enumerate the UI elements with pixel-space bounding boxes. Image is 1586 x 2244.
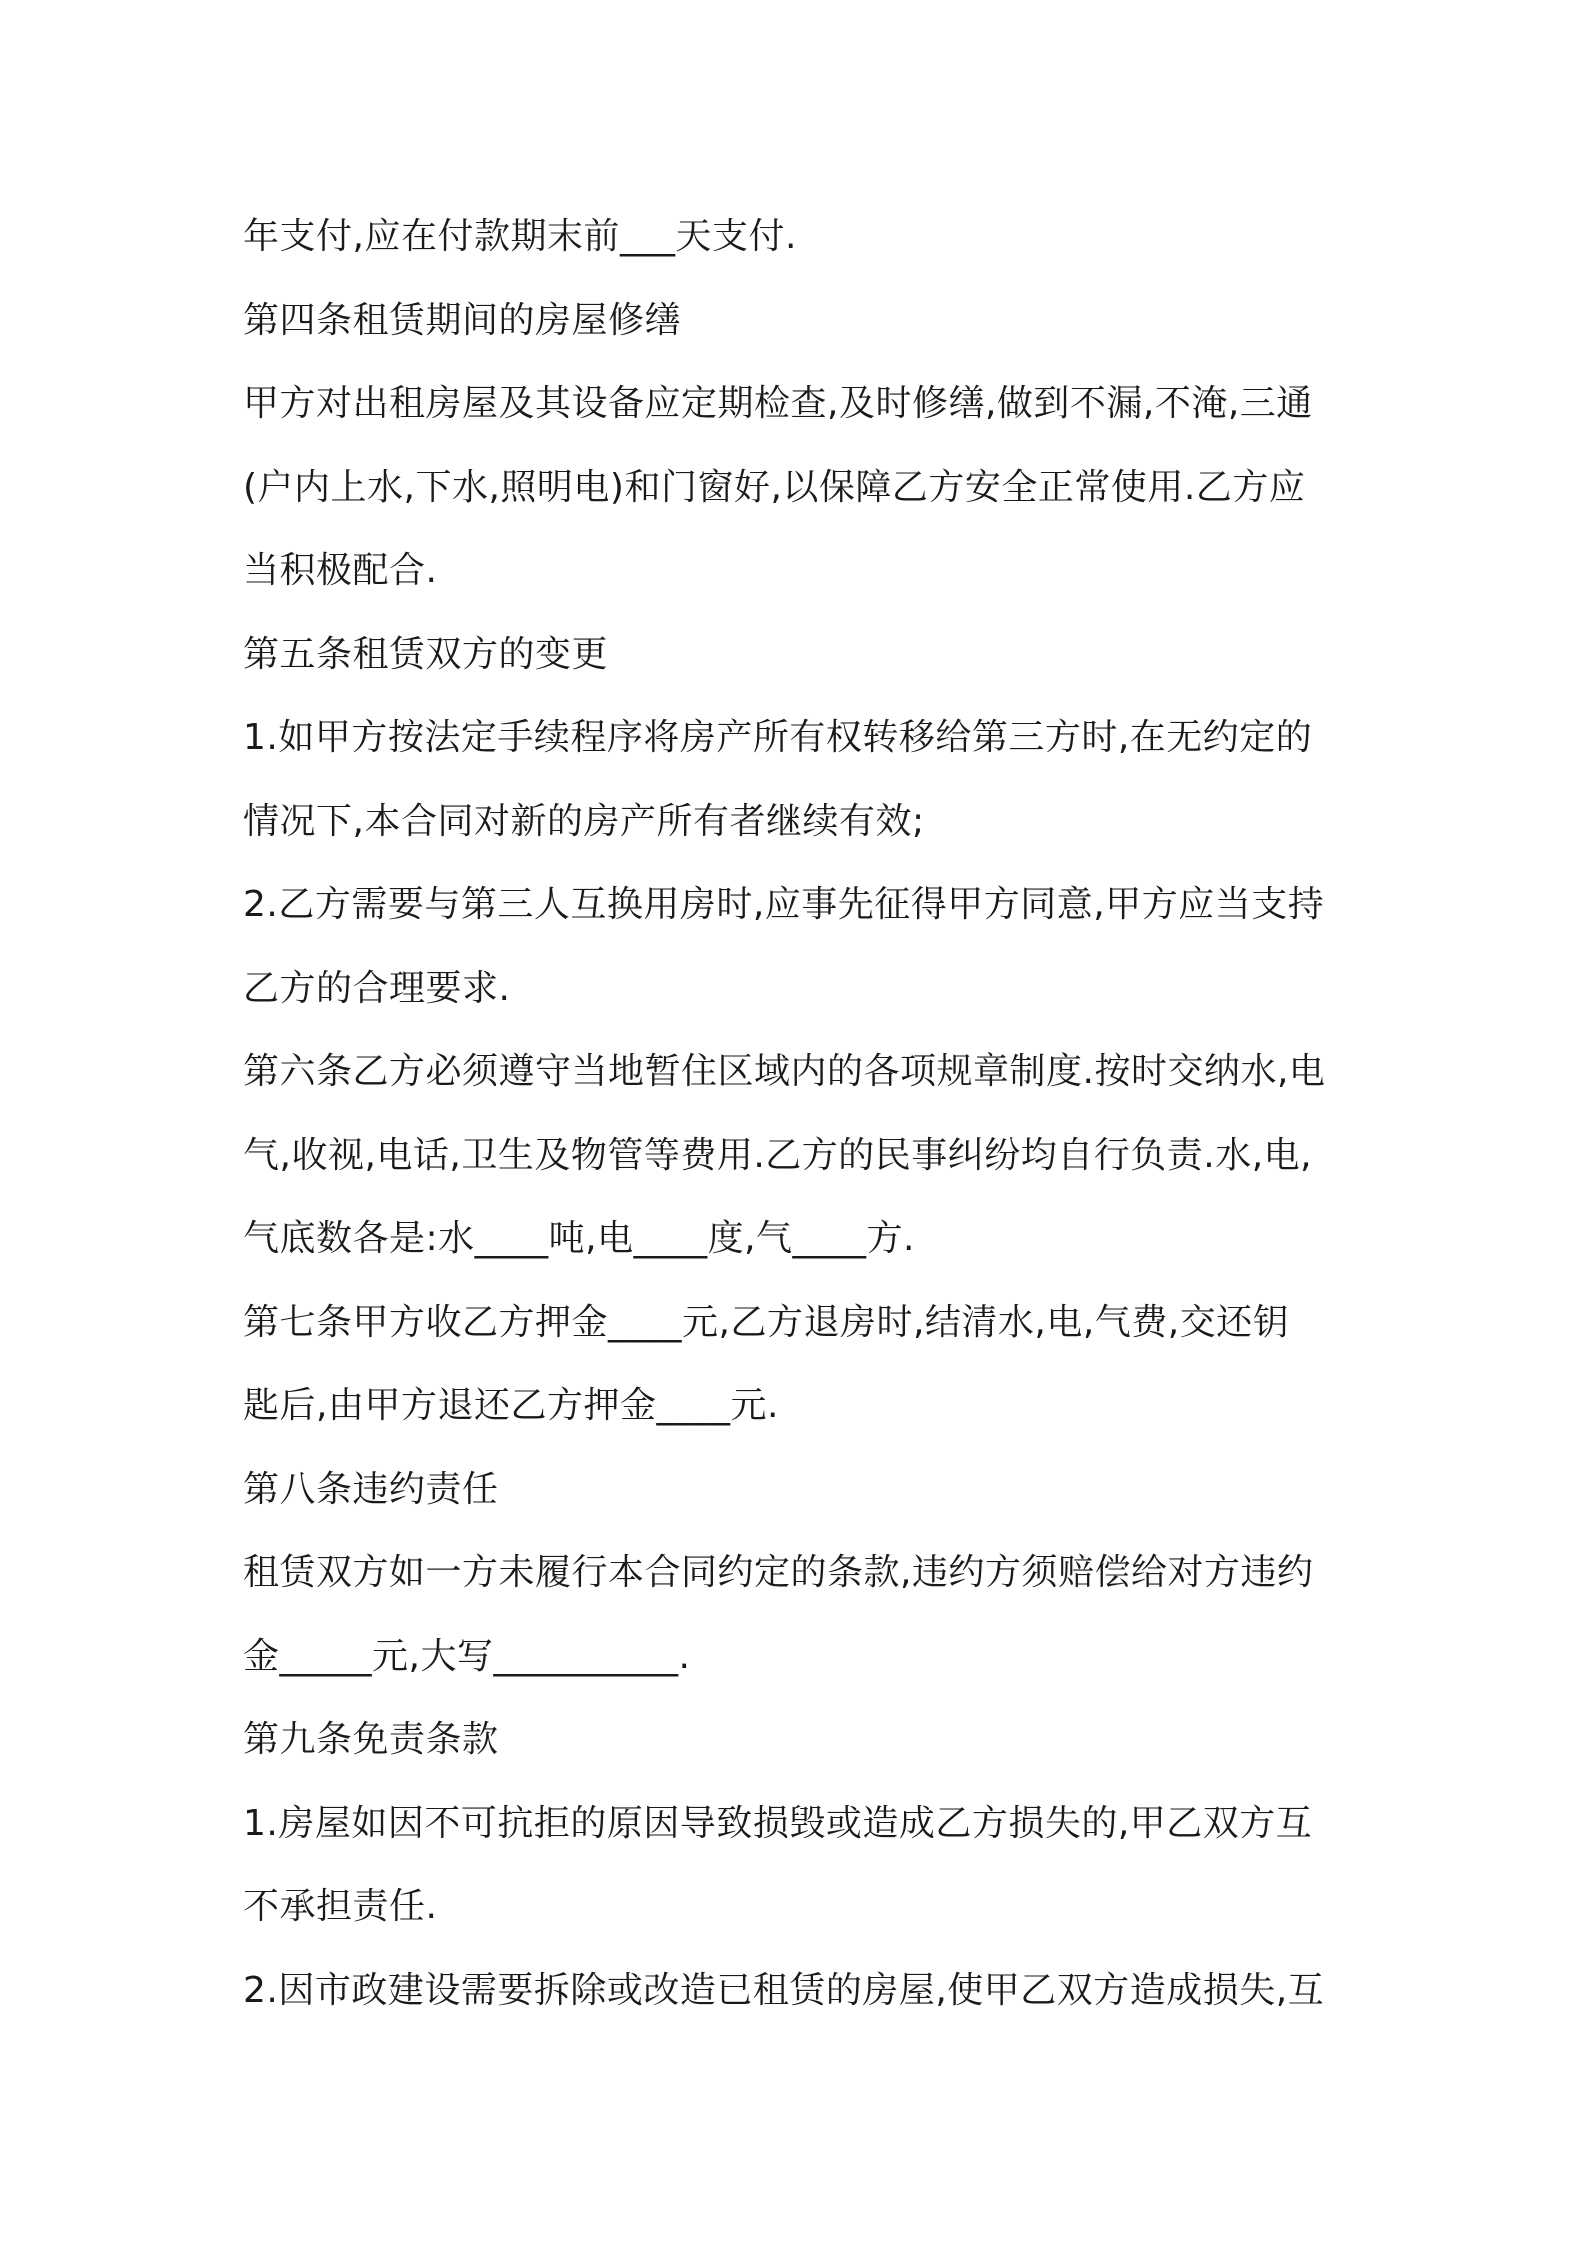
text-line: 1.房屋如因不可抗拒的原因导致损毁或造成乙方损失的,甲乙双方互 — [243, 1802, 1313, 1844]
text-line: 气底数各是:水____吨,电____度,气____方. — [243, 1218, 915, 1259]
text-line: 1.如甲方按法定手续程序将房产所有权转移给第三方时,在无约定的 — [243, 717, 1313, 758]
text-line: 金_____元,大写__________. — [243, 1635, 691, 1677]
section-heading: 第八条违约责任 — [243, 1468, 499, 1510]
text-line: 2.乙方需要与第三人互换用房时,应事先征得甲方同意,甲方应当支持 — [243, 884, 1325, 925]
text-line: 当积极配合. — [243, 550, 438, 591]
text-line: 第七条甲方收乙方押金____元,乙方退房时,结清水,电,气费,交还钥 — [243, 1301, 1290, 1343]
section-heading: 第五条租赁双方的变更 — [243, 633, 609, 675]
text-line: 甲方对出租房屋及其设备应定期检查,及时修缮,做到不漏,不淹,三通 — [243, 383, 1313, 424]
text-line: 第六条乙方必须遵守当地暂住区域内的各项规章制度.按时交纳水,电 — [243, 1051, 1326, 1092]
section-heading: 第四条租赁期间的房屋修缮 — [243, 299, 682, 341]
text-line: 年支付,应在付款期末前___天支付. — [243, 216, 797, 257]
section-heading: 第九条免责条款 — [243, 1719, 499, 1760]
text-line: (户内上水,下水,照明电)和门窗好,以保障乙方安全正常使用.乙方应 — [243, 466, 1306, 508]
text-line: 不承担责任. — [243, 1886, 438, 1927]
document-body — [243, 195, 1373, 2032]
text-line: 租赁双方如一方未履行本合同约定的条款,违约方须赔偿给对方违约 — [243, 1552, 1314, 1593]
text-line: 乙方的合理要求. — [243, 967, 511, 1009]
text-line: 2.因市政建设需要拆除或改造已租赁的房屋,使甲乙双方造成损失,互 — [243, 1969, 1325, 2011]
text-line: 情况下,本合同对新的房产所有者继续有效; — [243, 800, 925, 842]
text-line: 匙后,由甲方退还乙方押金____元. — [243, 1385, 779, 1426]
text-line: 气,收视,电话,卫生及物管等费用.乙方的民事纠纷均自行负责.水,电, — [243, 1134, 1313, 1176]
